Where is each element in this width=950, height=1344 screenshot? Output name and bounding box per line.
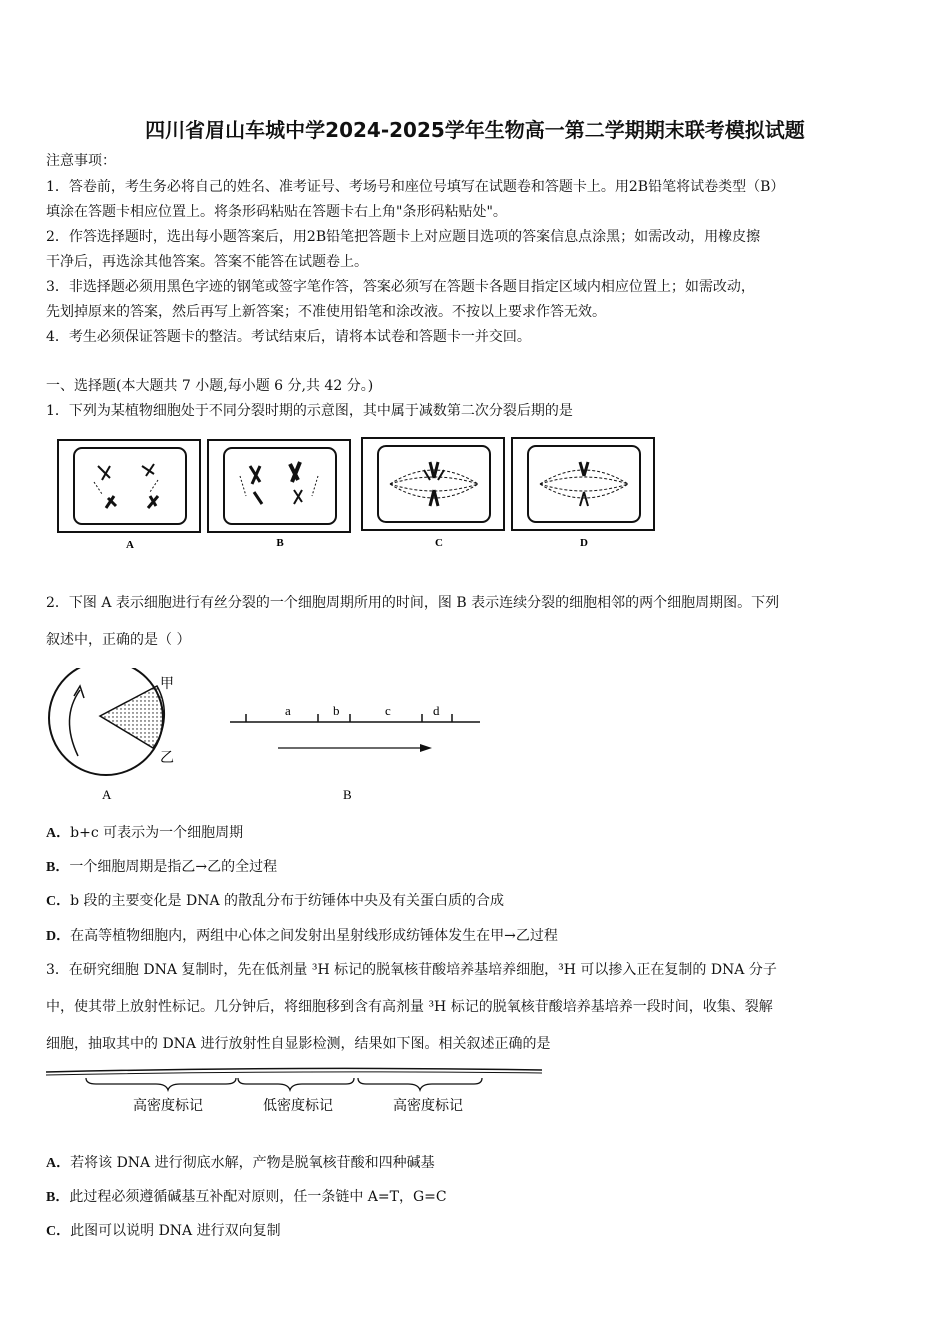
- q3-stem-line3: 细胞，抽取其中的 DNA 进行放射性自显影检测，结果如下图。相关叙述正确的是: [46, 1036, 551, 1052]
- q3-option-c[interactable]: C．此图可以说明 DNA 进行双向复制: [46, 1223, 281, 1239]
- section-heading: 一、选择题(本大题共 7 小题,每小题 6 分,共 42 分。): [46, 378, 374, 394]
- label-jia: 甲: [160, 677, 174, 692]
- q3-option-b[interactable]: B．此过程必须遵循碱基互补配对原则，任一条链中 A=T，G=C: [46, 1189, 447, 1205]
- cell-b-outer: [208, 440, 350, 532]
- cell-c-inner: [378, 446, 490, 522]
- q1-stem: 1．下列为某植物细胞处于不同分裂时期的示意图，其中属于减数第二次分裂后期的是: [46, 403, 573, 419]
- label-high-density: 高密度标记: [393, 1099, 463, 1114]
- seg-c: c: [385, 703, 391, 718]
- fig-b-label: B: [343, 787, 352, 802]
- cell-a-chromosomes: [94, 464, 158, 508]
- arrow-head-icon: [420, 744, 432, 752]
- q3-stem-line2: 中，使其带上放射性标记。几分钟后，将细胞移到含有高剂量 ³H 标记的脱氧核苷酸培养基培养一段时间，收集、裂解: [46, 999, 773, 1015]
- cell-b-chromosomes: [240, 462, 318, 504]
- seg-d: d: [433, 703, 440, 718]
- cell-cycle-sector: [100, 686, 164, 748]
- cell-b-inner: [224, 448, 336, 524]
- seg-a: a: [285, 703, 291, 718]
- cell-d-inner: [528, 446, 640, 522]
- cell-c-chromosomes: [424, 462, 444, 506]
- q1-label-c: C: [435, 537, 443, 549]
- dna-strand: [46, 1068, 542, 1072]
- fig-a-label: A: [102, 787, 112, 802]
- cell-a-outer: [58, 440, 200, 532]
- notice-line: 先划掉原来的答案，然后再写上新答案；不准使用铅笔和涂改液。不按以上要求作答无效。: [46, 304, 606, 320]
- dna-strand: [46, 1072, 542, 1075]
- cycle-arrow: [69, 690, 80, 756]
- cell-d-chromosomes: [580, 462, 588, 506]
- braces: [86, 1078, 482, 1090]
- notice-line: 1．答卷前，考生务必将自己的姓名、准考证号、考场号和座位号填写在试题卷和答题卡上。用2B铅笔将试卷类型（B）: [46, 179, 785, 195]
- label-yi: 乙: [160, 751, 174, 766]
- q2-stem-line1: 2．下图 A 表示细胞进行有丝分裂的一个细胞周期所用的时间，图 B 表示连续分裂的细胞相邻的两个细胞周期图。下列: [46, 595, 780, 611]
- q2-option-b[interactable]: B．一个细胞周期是指乙→乙的全过程: [46, 859, 278, 875]
- notice-line: 填涂在答题卡相应位置上。将条形码粘贴在答题卡右上角"条形码粘贴处"。: [46, 204, 507, 220]
- q2-option-c[interactable]: C．b 段的主要变化是 DNA 的散乱分布于纺锤体中央及有关蛋白质的合成: [46, 893, 505, 909]
- timeline-ticks: [246, 714, 452, 722]
- cell-d-outer: [512, 438, 654, 530]
- q3-stem-line1: 3．在研究细胞 DNA 复制时，先在低剂量 ³H 标记的脱氧核苷酸培养基培养细胞，³H 可以掺入正在复制的 DNA 分子: [46, 962, 777, 978]
- q2-figure: [40, 668, 500, 808]
- notice-line: 2．作答选择题时，选出每小题答案后，用2B铅笔把答题卡上对应题目选项的答案信息点涂黑；如需改动，用橡皮擦: [46, 229, 761, 245]
- notice-line: 3．非选择题必须用黑色字迹的钢笔或签字笔作答，答案必须写在答题卡各题目指定区域内相应位置上；如需改动，: [46, 279, 755, 295]
- notice-line: 4．考生必须保证答题卡的整洁。考试结束后，请将本试卷和答题卡一并交回。: [46, 329, 531, 345]
- seg-b: b: [333, 703, 340, 718]
- q1-label-d: D: [580, 537, 588, 549]
- notice-heading: 注意事项：: [46, 153, 116, 169]
- notice-line: 干净后，再选涂其他答案。答案不能答在试题卷上。: [46, 254, 368, 270]
- label-low-density: 低密度标记: [263, 1099, 333, 1114]
- q1-label-a: A: [126, 539, 134, 551]
- q1-label-b: B: [276, 537, 284, 549]
- q1-cell-figure: [50, 436, 660, 556]
- q2-option-a[interactable]: A．b+c 可表示为一个细胞周期: [46, 825, 244, 841]
- q3-option-a[interactable]: A．若将该 DNA 进行彻底水解，产物是脱氧核苷酸和四种碱基: [46, 1155, 435, 1171]
- label-high-density: 高密度标记: [133, 1099, 203, 1114]
- q2-stem-line2: 叙述中，正确的是（ ）: [46, 632, 191, 648]
- q2-option-d[interactable]: D．在高等植物细胞内，两组中心体之间发射出星射线形成纺锤体发生在甲→乙过程: [46, 928, 558, 944]
- q3-dna-figure: [46, 1066, 546, 1118]
- page-title: 四川省眉山车城中学2024-2025学年生物高一第二学期期末联考模拟试题: [145, 118, 805, 142]
- cell-c-outer: [362, 438, 504, 530]
- cell-a-inner: [74, 448, 186, 524]
